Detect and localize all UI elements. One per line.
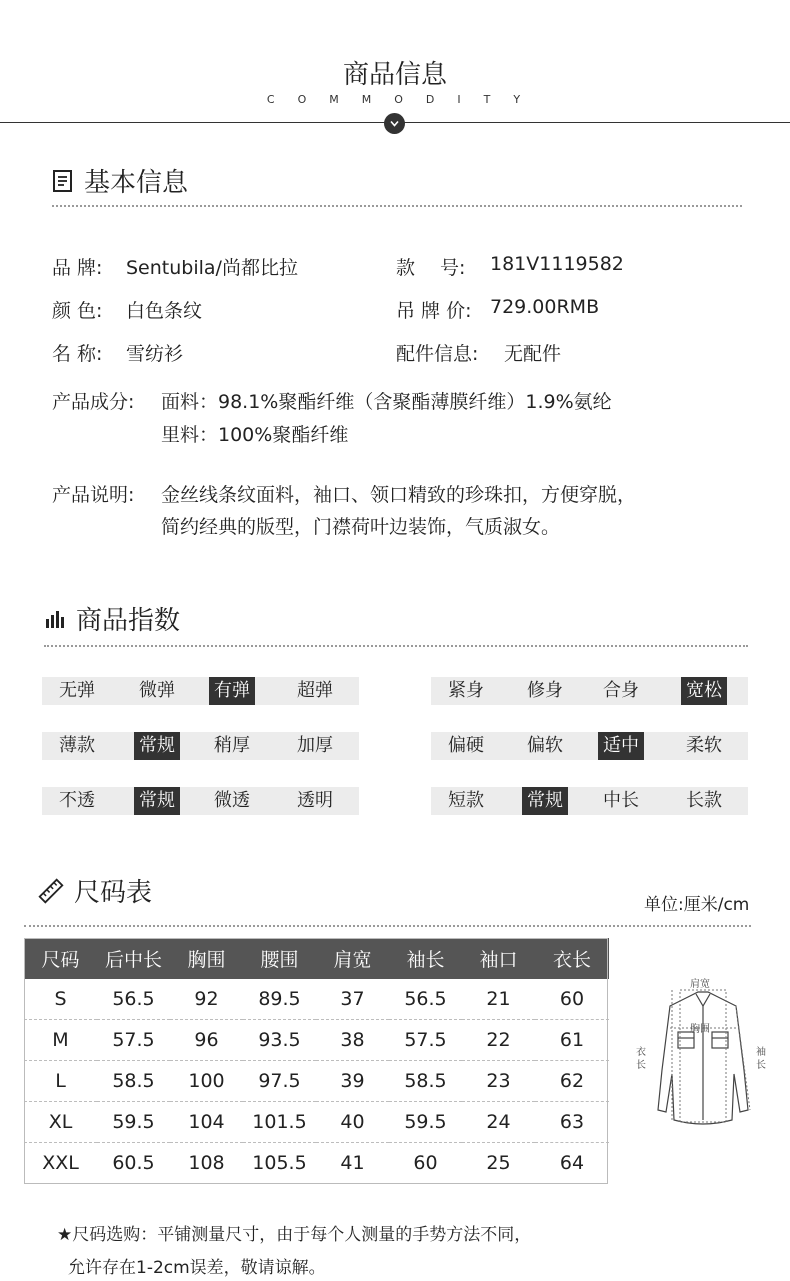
- table-cell: XL: [24, 1102, 97, 1143]
- index-option: 微弹: [139, 680, 175, 701]
- table-cell: 56.5: [404, 988, 447, 1010]
- description-label: 产品说明:: [52, 484, 135, 506]
- accessory-value: 无配件: [504, 343, 562, 365]
- table-cell: 23: [462, 1061, 535, 1102]
- price-value: 729.00RMB: [490, 296, 600, 318]
- index-option-selected: 常规: [522, 787, 568, 815]
- table-cell: 60: [389, 1143, 462, 1184]
- table-cell: 38: [316, 1020, 389, 1061]
- table-cell: 101.5: [243, 1102, 316, 1143]
- index-option-selected: 常规: [134, 787, 180, 815]
- section-title: 尺码表: [74, 878, 153, 908]
- section-product-index: [44, 600, 180, 637]
- column-header: 腰围: [243, 938, 316, 979]
- table-cell: 104: [170, 1102, 243, 1143]
- sleeve-label: 袖长: [756, 1047, 766, 1071]
- column-header: 衣长: [535, 938, 609, 979]
- size-table: [24, 938, 609, 1183]
- style-label: 款 号:: [396, 257, 466, 279]
- table-cell: L: [24, 1061, 97, 1102]
- section-size-chart: [38, 872, 152, 909]
- table-header-row: [24, 938, 609, 979]
- name-label: 名 称:: [52, 343, 103, 365]
- column-header: 袖口: [462, 938, 535, 979]
- composition-line: 里料：100%聚酯纤维: [161, 424, 349, 446]
- color-label: 颜 色:: [52, 300, 103, 322]
- chest-label: 胸围: [690, 1024, 710, 1035]
- table-cell: 60: [559, 988, 585, 1010]
- table-cell: 89.5: [258, 988, 301, 1010]
- price-label: 吊 牌 价:: [396, 300, 472, 322]
- size-note-line: 允许存在1-2cm误差，敬请谅解。: [68, 1258, 326, 1278]
- index-option: 柔软: [686, 735, 722, 756]
- index-option: 加厚: [297, 735, 333, 756]
- index-option: 紧身: [448, 680, 484, 701]
- table-cell: 96: [170, 1020, 243, 1061]
- table-cell: 59.5: [97, 1102, 170, 1143]
- index-option-selected: 常规: [134, 732, 180, 760]
- section-title: 基本信息: [84, 168, 189, 198]
- table-cell: 58.5: [389, 1061, 462, 1102]
- index-option: 短款: [448, 790, 484, 811]
- style-value: 181V1119582: [490, 253, 624, 275]
- table-cell: 92: [194, 988, 219, 1010]
- index-option: 合身: [603, 680, 639, 701]
- index-option: 长款: [686, 790, 722, 811]
- table-row: [24, 1020, 609, 1061]
- page-title: 商品信息: [342, 60, 447, 90]
- table-cell: 39: [316, 1061, 389, 1102]
- index-option: 修身: [527, 680, 563, 701]
- description-line: 金丝线条纹面料，袖口、领口精致的珍珠扣，方便穿脱，: [161, 484, 637, 506]
- bar-chart-icon: [44, 608, 66, 630]
- table-cell: 97.5: [243, 1061, 316, 1102]
- composition-line: 面料：98.1%聚酯纤维（含聚酯薄膜纤维）1.9%氨纶: [161, 391, 612, 413]
- dotted-divider: [24, 925, 751, 927]
- index-option: 偏软: [527, 735, 563, 756]
- shoulder-label: 肩宽: [690, 979, 710, 990]
- table-cell: 25: [462, 1143, 535, 1184]
- column-header: 肩宽: [316, 938, 389, 979]
- table-cell: 21: [486, 988, 511, 1010]
- ruler-icon: [38, 878, 64, 904]
- table-cell: 60.5: [97, 1143, 170, 1184]
- table-cell: 24: [462, 1102, 535, 1143]
- index-row-left: [42, 732, 359, 760]
- section-title: 商品指数: [76, 606, 181, 636]
- table-cell: 22: [462, 1020, 535, 1061]
- index-option: 透明: [297, 790, 333, 811]
- table-cell: 58.5: [97, 1061, 170, 1102]
- table-cell: 40: [316, 1102, 389, 1143]
- index-option: 稍厚: [214, 735, 250, 756]
- table-cell: 57.5: [389, 1020, 462, 1061]
- size-note-line: ★尺码选购：平铺测量尺寸，由于每个人测量的手势方法不同，: [57, 1225, 532, 1245]
- table-row: [24, 979, 609, 1020]
- table-cell: 105.5: [243, 1143, 316, 1184]
- unit-label: 单位:厘米/cm: [644, 895, 750, 915]
- index-row-left: [42, 677, 359, 705]
- table-cell: S: [54, 988, 67, 1010]
- color-value: 白色条纹: [126, 300, 203, 322]
- table-row: [24, 1102, 609, 1143]
- column-header: 胸围: [170, 938, 243, 979]
- table-cell: 100: [170, 1061, 243, 1102]
- index-option: 偏硬: [448, 735, 484, 756]
- index-option-selected: 有弹: [209, 677, 255, 705]
- index-row-right: [431, 677, 748, 705]
- index-row-right: [431, 787, 748, 815]
- index-option: 不透: [59, 790, 95, 811]
- index-option: 微透: [214, 790, 250, 811]
- column-header: 后中长: [97, 938, 170, 979]
- index-option: 薄款: [59, 735, 95, 756]
- table-cell: 37: [340, 988, 365, 1010]
- composition-label: 产品成分:: [52, 391, 135, 413]
- index-row-right: [431, 732, 748, 760]
- index-option: 无弹: [59, 680, 95, 701]
- column-header: 尺码: [24, 938, 97, 979]
- index-option-selected: 适中: [598, 732, 644, 760]
- table-cell: 57.5: [97, 1020, 170, 1061]
- table-cell: M: [24, 1020, 97, 1061]
- table-cell: 59.5: [389, 1102, 462, 1143]
- table-cell: 64: [535, 1143, 609, 1184]
- description-line: 简约经典的版型，门襟荷叶边装饰，气质淑女。: [161, 516, 561, 538]
- index-option-selected: 宽松: [681, 677, 727, 705]
- table-cell: 63: [535, 1102, 609, 1143]
- dotted-divider: [44, 645, 748, 647]
- index-row-left: [42, 787, 359, 815]
- brand-value: Sentubila/尚都比拉: [126, 257, 298, 279]
- chevron-down-icon: [384, 113, 405, 134]
- table-cell: XXL: [24, 1143, 97, 1184]
- column-header: 袖长: [389, 938, 462, 979]
- accessory-label: 配件信息:: [396, 343, 479, 365]
- dotted-divider: [52, 205, 742, 207]
- page-subtitle: COMMODITY: [266, 93, 544, 106]
- brand-label: 品 牌:: [52, 257, 103, 279]
- length-label: 衣长: [636, 1047, 646, 1071]
- table-cell: 93.5: [243, 1020, 316, 1061]
- document-icon: [52, 169, 74, 193]
- table-cell: 62: [535, 1061, 609, 1102]
- index-option: 中长: [603, 790, 639, 811]
- table-cell: 61: [535, 1020, 609, 1061]
- table-cell: 56.5: [112, 988, 155, 1010]
- table-cell: 108: [170, 1143, 243, 1184]
- index-option: 超弹: [297, 680, 333, 701]
- table-row: [24, 1061, 609, 1102]
- section-basic-info: [52, 162, 188, 199]
- table-cell: 41: [316, 1143, 389, 1184]
- table-row: [24, 1143, 609, 1184]
- name-value: 雪纺衫: [126, 343, 184, 365]
